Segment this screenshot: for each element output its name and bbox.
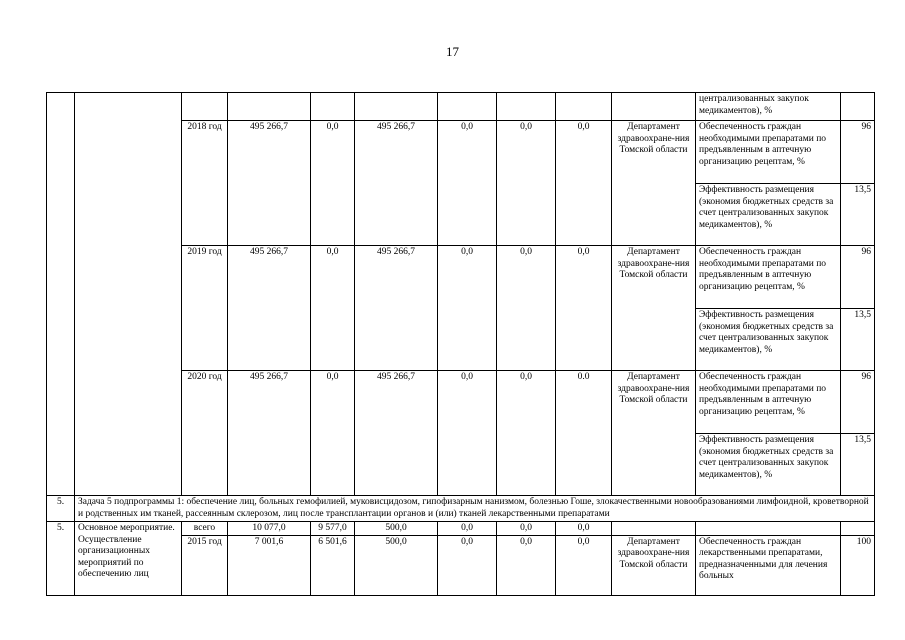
total-cell: 495 266,7 bbox=[228, 121, 311, 246]
value-cell: 0,0 bbox=[438, 246, 497, 371]
year-cell: 2018 год bbox=[182, 121, 228, 246]
value-cell: 0,0 bbox=[438, 535, 497, 595]
value-cell: 0,0 bbox=[497, 371, 556, 496]
year-cell: 2020 год bbox=[182, 371, 228, 496]
table-row bbox=[47, 93, 875, 121]
indicator-value: 96 bbox=[841, 371, 875, 434]
value-cell: 495 266,7 bbox=[355, 246, 438, 371]
year-cell: 2015 год bbox=[182, 535, 228, 595]
num-cell bbox=[47, 93, 75, 496]
num-cell: 5. bbox=[47, 522, 75, 596]
value-cell: 6 501,6 bbox=[311, 535, 355, 595]
indicator-value: 96 bbox=[841, 121, 875, 184]
year-cell: 2019 год bbox=[182, 246, 228, 371]
indicator-value: 13,5 bbox=[841, 434, 875, 496]
indicator-cell: Эффективность размещения (экономия бюджетных средств за счет централизованных закупок медикаментов), % bbox=[696, 434, 841, 496]
executor-cell: Департамент здравоохране-ния Томской области bbox=[612, 535, 696, 595]
value-cell: 0,0 bbox=[438, 522, 497, 536]
task-num: 5. bbox=[47, 496, 75, 522]
value-cell: 0,0 bbox=[311, 371, 355, 496]
value-cell: 0,0 bbox=[556, 535, 612, 595]
task-row bbox=[47, 496, 875, 522]
value-cell: 0,0 bbox=[556, 246, 612, 371]
total-cell: 495 266,7 bbox=[228, 371, 311, 496]
value-cell: 9 577,0 bbox=[311, 522, 355, 536]
value-cell: 0,0 bbox=[556, 121, 612, 246]
indicator-cell: Эффективность размещения (экономия бюджетных средств за счет централизованных закупок медикаментов), % bbox=[696, 309, 841, 371]
indicator-cell: Обеспеченность граждан лекарственными препаратами, предназначенными для лечения больных bbox=[696, 535, 841, 595]
indicator-value: 13,5 bbox=[841, 309, 875, 371]
indicator-cell: Обеспеченность граждан необходимыми препаратами по предъявленным в аптечную организацию рецептам, % bbox=[696, 371, 841, 434]
indicator-cell: Обеспеченность граждан необходимыми препаратами по предъявленным в аптечную организацию рецептам, % bbox=[696, 246, 841, 309]
activity-name: Основное мероприятие. Осуществление организационных мероприятий по обеспечению лиц bbox=[75, 522, 182, 596]
executor-cell: Департамент здравоохране-ния Томской области bbox=[612, 246, 696, 371]
indicator-value: 100 bbox=[841, 535, 875, 595]
total-cell: 7 001,6 bbox=[228, 535, 311, 595]
program-table bbox=[46, 92, 875, 596]
value-cell: 500,0 bbox=[355, 522, 438, 536]
page-number: 17 bbox=[446, 44, 459, 59]
table-row bbox=[47, 522, 875, 536]
value-cell: 0,0 bbox=[497, 522, 556, 536]
indicator-cell: Эффективность размещения (экономия бюджетных средств за счет централизованных закупок медикаментов), % bbox=[696, 184, 841, 246]
value-cell: 495 266,7 bbox=[355, 371, 438, 496]
value-cell: 0,0 bbox=[438, 121, 497, 246]
value-cell: 0,0 bbox=[497, 535, 556, 595]
value-cell: 0,0 bbox=[497, 246, 556, 371]
indicator-cell: Обеспеченность граждан необходимыми препаратами по предъявленным в аптечную организацию рецептам, % bbox=[696, 121, 841, 184]
value-cell: 0,0 bbox=[311, 121, 355, 246]
value-cell: 500,0 bbox=[355, 535, 438, 595]
value-cell: 0,0 bbox=[497, 121, 556, 246]
value-cell: 0.0 bbox=[556, 371, 612, 496]
total-cell: 495 266,7 bbox=[228, 246, 311, 371]
year-cell: всего bbox=[182, 522, 228, 536]
executor-cell: Департамент здравоохране-ния Томской области bbox=[612, 121, 696, 246]
total-cell: 10 077,0 bbox=[228, 522, 311, 536]
value-cell: 0,0 bbox=[556, 522, 612, 536]
value-cell: 0,0 bbox=[311, 246, 355, 371]
task-text: Задача 5 подпрограммы 1: обеспечение лиц, больных гемофилией, муковисцидозом, гипофизарным нанизмом, болезнью Гоше, злокачественными новообразованиями лимфоидной, кроветворной и родственных им тканей, рассеянным склерозом, лиц после трансплантации органов и (или) тканей лекарственными препаратами bbox=[75, 496, 875, 522]
indicator-value: 96 bbox=[841, 246, 875, 309]
name-cell bbox=[75, 93, 182, 496]
executor-cell: Департамент здравоохране-ния Томской области bbox=[612, 371, 696, 496]
value-cell: 495 266,7 bbox=[355, 121, 438, 246]
indicator-value: 13,5 bbox=[841, 184, 875, 246]
value-cell: 0,0 bbox=[438, 371, 497, 496]
indicator-cell: централизованных закупок медикаментов), % bbox=[696, 93, 841, 121]
